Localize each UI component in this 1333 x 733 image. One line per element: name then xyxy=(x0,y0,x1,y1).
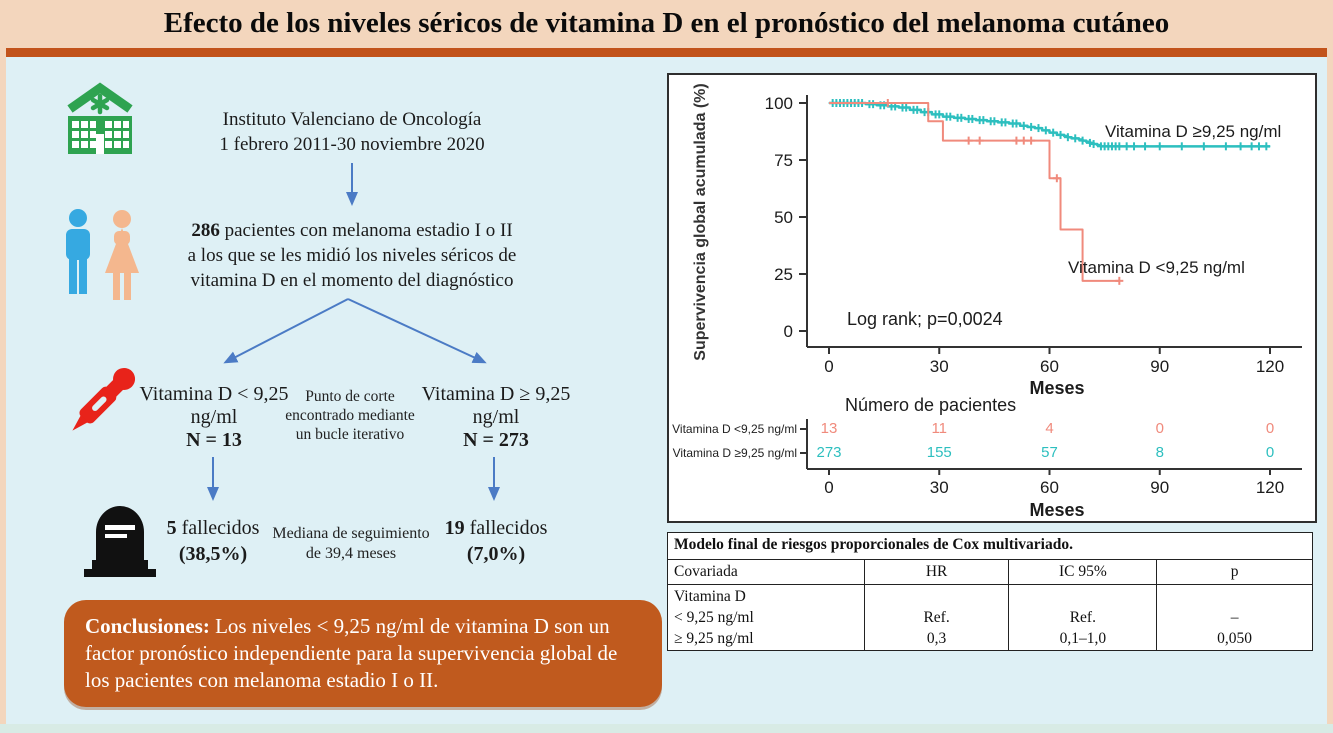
risk-table-title: Número de pacientes xyxy=(845,395,1017,415)
orange-divider xyxy=(0,48,1333,57)
risk-count: 57 xyxy=(1041,444,1058,461)
risk-row-label: Vitamina D <9,25 ng/ml xyxy=(672,422,797,436)
cox-row-high-hr: 0,3 xyxy=(926,630,947,647)
x-tick-label: 60 xyxy=(1040,357,1059,376)
x-tick-label: 120 xyxy=(1255,357,1285,376)
logrank-annotation: Log rank; p=0,0024 xyxy=(847,309,1003,329)
legend-low-group: Vitamina D <9,25 ng/ml xyxy=(1068,258,1245,277)
km-chart xyxy=(669,75,1315,521)
cox-row-high-p: 0,050 xyxy=(1217,630,1253,647)
y-tick-label: 75 xyxy=(774,151,793,170)
cox-row-low-ic95: Ref. xyxy=(1069,609,1096,626)
low-deaths-count: 5 xyxy=(166,517,177,539)
low-group-n: N = 13 xyxy=(186,429,242,451)
right-frame-edge xyxy=(1327,0,1333,733)
cox-row-high-label: ≥ 9,25 ng/ml xyxy=(674,630,754,647)
y-tick-label: 50 xyxy=(774,208,793,227)
cox-row-low-label: < 9,25 ng/ml xyxy=(674,609,754,626)
survival-curve-low xyxy=(829,103,1119,281)
conclusions-label: Conclusiones: xyxy=(85,614,210,638)
cox-row-high-ic95: 0,1–1,0 xyxy=(1059,630,1107,647)
risk-count: 0 xyxy=(1155,420,1164,437)
cox-table-title: Modelo final de riesgos proporcionales de Cox multivariado. xyxy=(668,533,1313,560)
legend-high-group: Vitamina D ≥9,25 ng/ml xyxy=(1105,122,1282,141)
risk-count: 273 xyxy=(816,444,842,461)
patients-block xyxy=(132,218,572,293)
patients-count: 286 xyxy=(191,220,220,241)
high-vitd-group: Vitamina D ≥ 9,25 ng/ml N = 273 xyxy=(421,383,571,451)
title-band xyxy=(0,0,1333,48)
col-p: p xyxy=(1157,560,1313,585)
bottom-strip xyxy=(0,724,1333,733)
risk-count: 0 xyxy=(1265,420,1275,437)
cutoff-note: Punto de corte encontrado mediante un bucle iterativo xyxy=(285,388,415,443)
institute-block xyxy=(172,107,532,157)
risk-x-tick-label: 60 xyxy=(1040,478,1059,497)
study-period: 1 febrero 2011-30 noviembre 2020 xyxy=(219,134,485,155)
risk-x-tick-label: 30 xyxy=(929,478,949,497)
hospital-icon xyxy=(62,82,138,158)
x-tick-label: 0 xyxy=(824,357,834,376)
institute-name: Instituto Valenciano de Oncología xyxy=(222,109,482,130)
conclusions-box xyxy=(64,600,662,707)
conclusions-text: Los niveles < 9,25 ng/ml de vitamina D son un factor pronóstico independiente para la supervivencia global de los pacientes con melanoma estadio I o II. xyxy=(85,614,618,692)
x-tick-label: 90 xyxy=(1150,357,1170,376)
man-icon xyxy=(66,209,90,294)
risk-count: 0 xyxy=(1265,444,1275,461)
patients-line1: 286 pacientes con melanoma estadio I o II xyxy=(191,220,513,241)
risk-count: 4 xyxy=(1045,420,1054,437)
high-deaths-pct: (7,0%) xyxy=(466,543,526,565)
patients-line2: a los que se les midió los niveles séricos de xyxy=(187,245,517,266)
risk-count: 13 xyxy=(820,420,838,437)
cox-title-row xyxy=(668,533,1313,560)
y-tick-label: 100 xyxy=(764,94,793,113)
low-deaths-pct: (38,5%) xyxy=(178,543,248,565)
risk-count: 155 xyxy=(926,444,952,461)
high-deaths-count: 19 xyxy=(444,517,465,539)
risk-x-tick-label: 0 xyxy=(824,478,834,497)
risk-row-label: Vitamina D ≥9,25 ng/ml xyxy=(672,446,797,460)
cox-row-low-p: – xyxy=(1230,609,1239,626)
high-deaths-block: 19 fallecidos (7,0%) xyxy=(444,517,548,565)
risk-count: 8 xyxy=(1155,444,1164,461)
y-axis-label: Supervivencia global acumulada (%) xyxy=(692,83,709,361)
risk-x-axis-label: Meses xyxy=(1029,500,1085,520)
y-tick-label: 0 xyxy=(783,322,793,341)
col-hr: HR xyxy=(864,560,1009,585)
page-title: Efecto de los niveles séricos de vitamina D en el pronóstico del melanoma cutáneo xyxy=(163,7,1170,39)
patients-line3: vitamina D en el momento del diagnóstico xyxy=(190,270,514,291)
high-group-n: N = 273 xyxy=(463,429,529,451)
cox-header-row xyxy=(668,560,1313,585)
y-tick-label: 25 xyxy=(774,265,793,284)
col-ic95: IC 95% xyxy=(1009,560,1157,585)
km-figure-panel xyxy=(667,73,1317,523)
arrow-branch-left xyxy=(226,299,348,362)
followup-note: Mediana de seguimiento de 39,4 meses xyxy=(272,525,430,562)
cox-body-row xyxy=(668,585,1313,651)
x-tick-label: 30 xyxy=(929,357,949,376)
cox-group-label: Vitamina D xyxy=(674,588,746,605)
x-axis-label: Meses xyxy=(1029,378,1085,398)
risk-x-tick-label: 90 xyxy=(1150,478,1170,497)
low-vitd-group: Vitamina D < 9,25 ng/ml N = 13 xyxy=(139,383,289,451)
arrow-branch-right xyxy=(348,299,484,362)
risk-count: 11 xyxy=(931,420,948,437)
col-covariada: Covariada xyxy=(668,560,865,585)
risk-x-tick-label: 120 xyxy=(1255,478,1285,497)
low-deaths-block: 5 fallecidos (38,5%) xyxy=(166,517,260,565)
cox-table xyxy=(667,532,1313,651)
cox-row-low-hr: Ref. xyxy=(923,609,950,626)
